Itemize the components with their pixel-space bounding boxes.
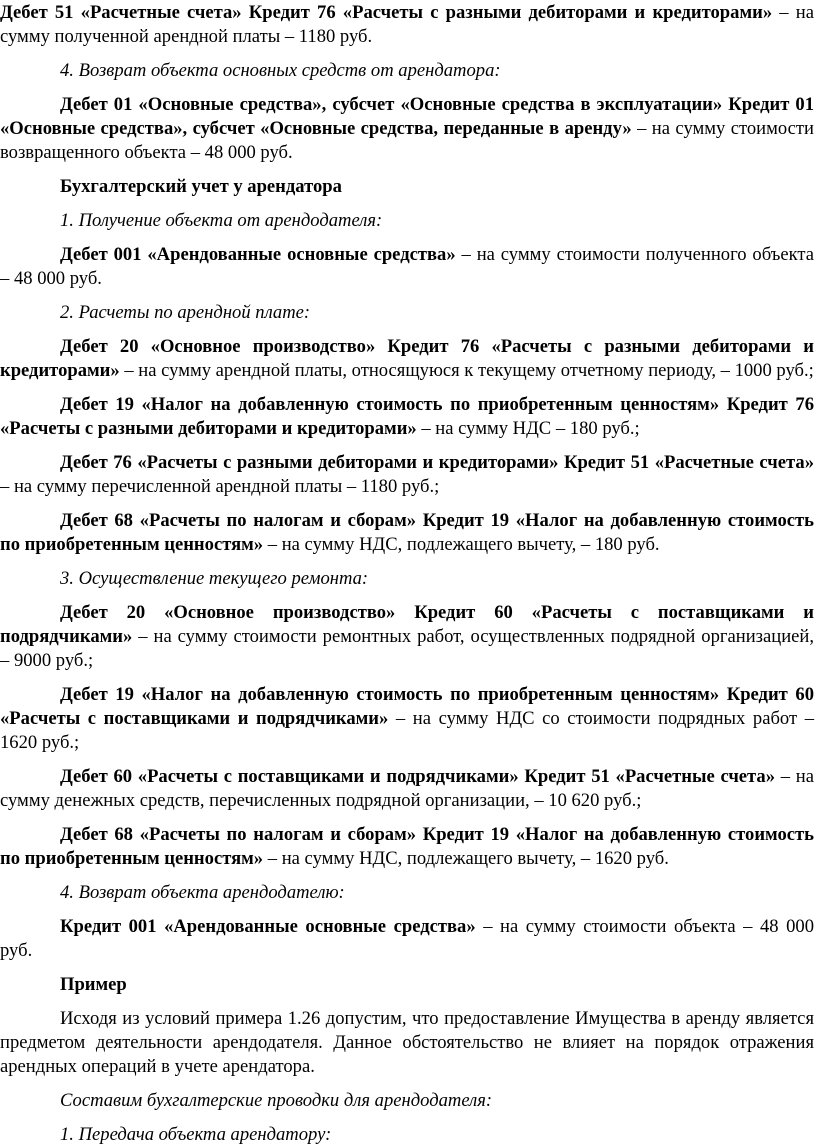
italic-text: Составим бухгалтерские проводки для арендодателя:: [60, 1090, 493, 1111]
italic-text: 4. Возврат объекта основных средств от арендатора:: [60, 60, 501, 81]
italic-text: 1. Получение объекта от арендодателя:: [60, 210, 383, 231]
paragraph: [0, 59, 814, 83]
paragraph: [0, 393, 814, 441]
paragraph: [0, 765, 814, 813]
paragraph: [0, 881, 814, 905]
paragraph-text: – на сумму стоимости объекта – 48 000 руб.: [0, 916, 814, 961]
paragraph: [0, 451, 814, 499]
paragraph: [0, 1089, 814, 1113]
document-body: [0, 1, 814, 1147]
paragraph: [0, 1007, 814, 1079]
paragraph: [0, 209, 814, 233]
paragraph: [0, 973, 814, 997]
paragraph: [0, 567, 814, 591]
bold-text: Дебет 68 «Расчеты по налогам и сборам» Кредит 19 «Налог на добавленную стоимость по приобретенным ценностям»: [0, 510, 814, 555]
paragraph-text: – на сумму стоимости полученного объекта – 48 000 руб.: [0, 244, 814, 289]
paragraph-text: – на сумму полученной арендной платы – 1180 руб.: [0, 2, 814, 47]
paragraph: [0, 301, 814, 325]
paragraph-text: Исходя из условий примера 1.26 допустим, что предоставление Имущества в аренду является предметом деятельности арендодателя. Данное обстоятельство не влияет на порядок отражения арендных операций в учете арендатора.: [0, 1008, 814, 1077]
italic-text: 1. Передача объекта арендатору:: [60, 1124, 332, 1145]
bold-text: Бухгалтерский учет у арендатора: [60, 176, 342, 197]
italic-text: 3. Осуществление текущего ремонта:: [60, 568, 369, 589]
bold-text: Дебет 19 «Налог на добавленную стоимость по приобретенным ценностям» Кредит 60 «Расчеты с поставщиками и подрядчиками»: [0, 684, 814, 729]
bold-text: Дебет 001 «Арендованные основные средства»: [60, 244, 456, 265]
bold-text: Кредит 001 «Арендованные основные средства»: [60, 916, 476, 937]
bold-text: Дебет 20 «Основное производство» Кредит 76 «Расчеты с разными дебиторами и кредиторами»: [0, 336, 814, 381]
italic-text: 4. Возврат объекта арендодателю:: [60, 882, 345, 903]
italic-text: 2. Расчеты по арендной плате:: [60, 302, 311, 323]
bold-text: Дебет 60 «Расчеты с поставщиками и подрядчиками» Кредит 51 «Расчетные счета»: [60, 766, 776, 787]
paragraph-text: – на сумму НДС, подлежащего вычету, – 180 руб.: [263, 534, 660, 555]
bold-text: Дебет 19 «Налог на добавленную стоимость по приобретенным ценностям» Кредит 76 «Расчеты с разными дебиторами и кредиторами»: [0, 394, 814, 439]
bold-text: Пример: [60, 974, 127, 995]
paragraph-text: – на сумму НДС – 180 руб.;: [416, 418, 640, 439]
paragraph-text: – на сумму денежных средств, перечисленных подрядной организации, – 10 620 руб.;: [0, 766, 814, 811]
bold-text: Дебет 76 «Расчеты с разными дебиторами и кредиторами» Кредит 51 «Расчетные счета»: [60, 452, 814, 473]
bold-text: Дебет 01 «Основные средства», субсчет «Основные средства в эксплуатации» Кредит 01 «Основные средства», субсчет «Основные средства, переданные в аренду»: [0, 94, 814, 139]
paragraph-text: – на сумму перечисленной арендной платы – 1180 руб.;: [0, 476, 440, 497]
paragraph-text: – на сумму стоимости возвращенного объекта – 48 000 руб.: [0, 118, 814, 163]
paragraph-text: – на сумму стоимости ремонтных работ, осуществленных подрядной организацией, – 9000 руб.;: [0, 626, 814, 671]
bold-text: Дебет 20 «Основное производство» Кредит 60 «Расчеты с поставщиками и подрядчиками»: [0, 602, 814, 647]
bold-text: Дебет 51 «Расчетные счета» Кредит 76 «Расчеты с разными дебиторами и кредиторами»: [0, 2, 773, 23]
paragraph: [0, 509, 814, 557]
paragraph: [0, 823, 814, 871]
paragraph-text: – на сумму НДС со стоимости подрядных работ – 1620 руб.;: [0, 708, 814, 753]
paragraph: [0, 335, 814, 383]
paragraph: [0, 915, 814, 963]
paragraph: [0, 93, 814, 165]
bold-text: Дебет 68 «Расчеты по налогам и сборам» Кредит 19 «Налог на добавленную стоимость по приобретенным ценностям»: [0, 824, 814, 869]
paragraph-text: – на сумму НДС, подлежащего вычету, – 1620 руб.: [263, 848, 669, 869]
paragraph: [0, 1, 814, 49]
paragraph: [0, 683, 814, 755]
paragraph: [0, 175, 814, 199]
paragraph-text: – на сумму арендной платы, относящуюся к текущему отчетному периоду, – 1000 руб.;: [119, 360, 814, 381]
paragraph: [0, 601, 814, 673]
paragraph: [0, 243, 814, 291]
